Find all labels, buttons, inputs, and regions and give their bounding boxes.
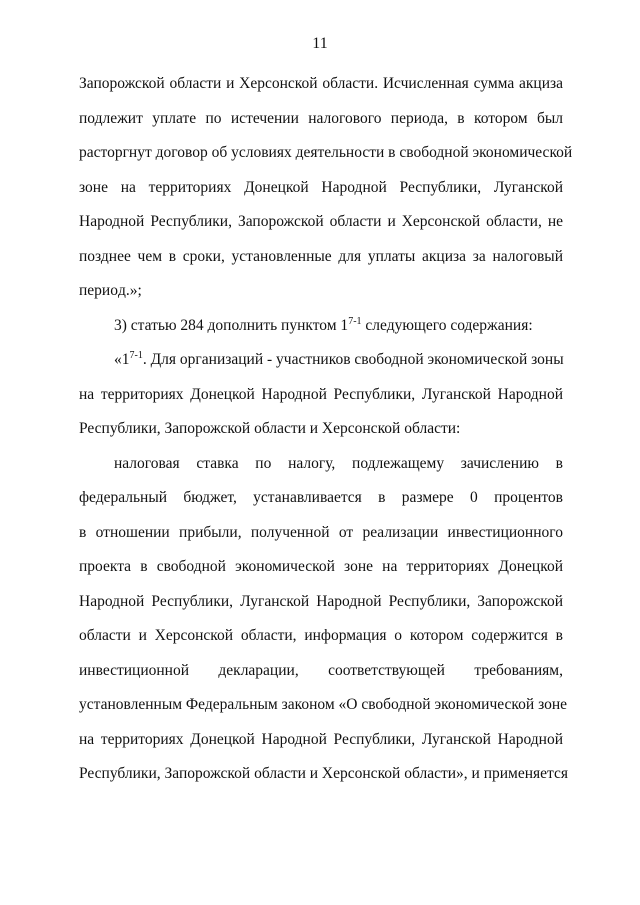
page-number: 11 — [312, 35, 328, 52]
text-line: периoд.»; — [79, 282, 142, 299]
document-body — [79, 67, 573, 792]
text-line: проекта в свободной экономической зоне на территориях Донецкой — [79, 558, 563, 575]
text-line: расторгнут договор об условиях деятельности в свободной экономической — [79, 144, 573, 161]
text-line: зоне на территориях Донецкой Народной Республики, Луганской — [79, 178, 563, 196]
text-line: позднее чем в сроки, установленные для уплаты акциза за налоговый — [79, 247, 563, 265]
text-line: налоговая ставка по налогу, подлежащему зачислению в — [114, 454, 563, 472]
text-line: установленным Федеральным законом «О свободной экономической зоне — [79, 696, 568, 713]
text-line: в отношении прибыли, полученной от реализации инвестиционного — [79, 523, 563, 541]
text-line: на территориях Донецкой Народной Республики, Луганской Народной — [79, 385, 563, 403]
text-line: подлежит уплате по истечении налогового периода, в котором был — [79, 109, 563, 127]
quote-open: «1 — [114, 351, 130, 368]
text-line: Республики, Запорожской области и Херсонской области», и применяется — [79, 765, 569, 782]
text-line: Народной Республики, Луганской Народной Республики, Запорожской — [79, 592, 563, 610]
quote-superscript: 7-1 — [129, 350, 143, 361]
text-line: на территориях Донецкой Народной Республики, Луганской Народной — [79, 730, 563, 748]
item3-text: 3) статью 284 дополнить пунктом 1 — [114, 316, 349, 334]
quote-first-line — [79, 343, 563, 378]
text-line: Республики, Запорожской области и Херсонской области: — [79, 420, 461, 437]
item3-superscript: 7-1 — [348, 315, 362, 327]
amendment-item-3 — [79, 309, 563, 344]
item3-text-end: следующего содержания: — [361, 316, 533, 334]
text-line: инвестиционной декларации, соответствующей требованиям, — [79, 661, 563, 679]
text-line: области и Херсонской области, информация о котором содержится в — [79, 627, 563, 644]
text-line: Запорожской области и Херсонской области. Исчисленная сумма акциза — [79, 75, 563, 92]
text-line: федеральный бюджет, устанавливается в размере 0 процентов — [79, 489, 563, 506]
text-line: Народной Республики, Запорожской области и Херсонской области, не — [79, 213, 563, 230]
quote-first-line-text: . Для организаций - участников свободной экономической зоны — [142, 351, 564, 368]
